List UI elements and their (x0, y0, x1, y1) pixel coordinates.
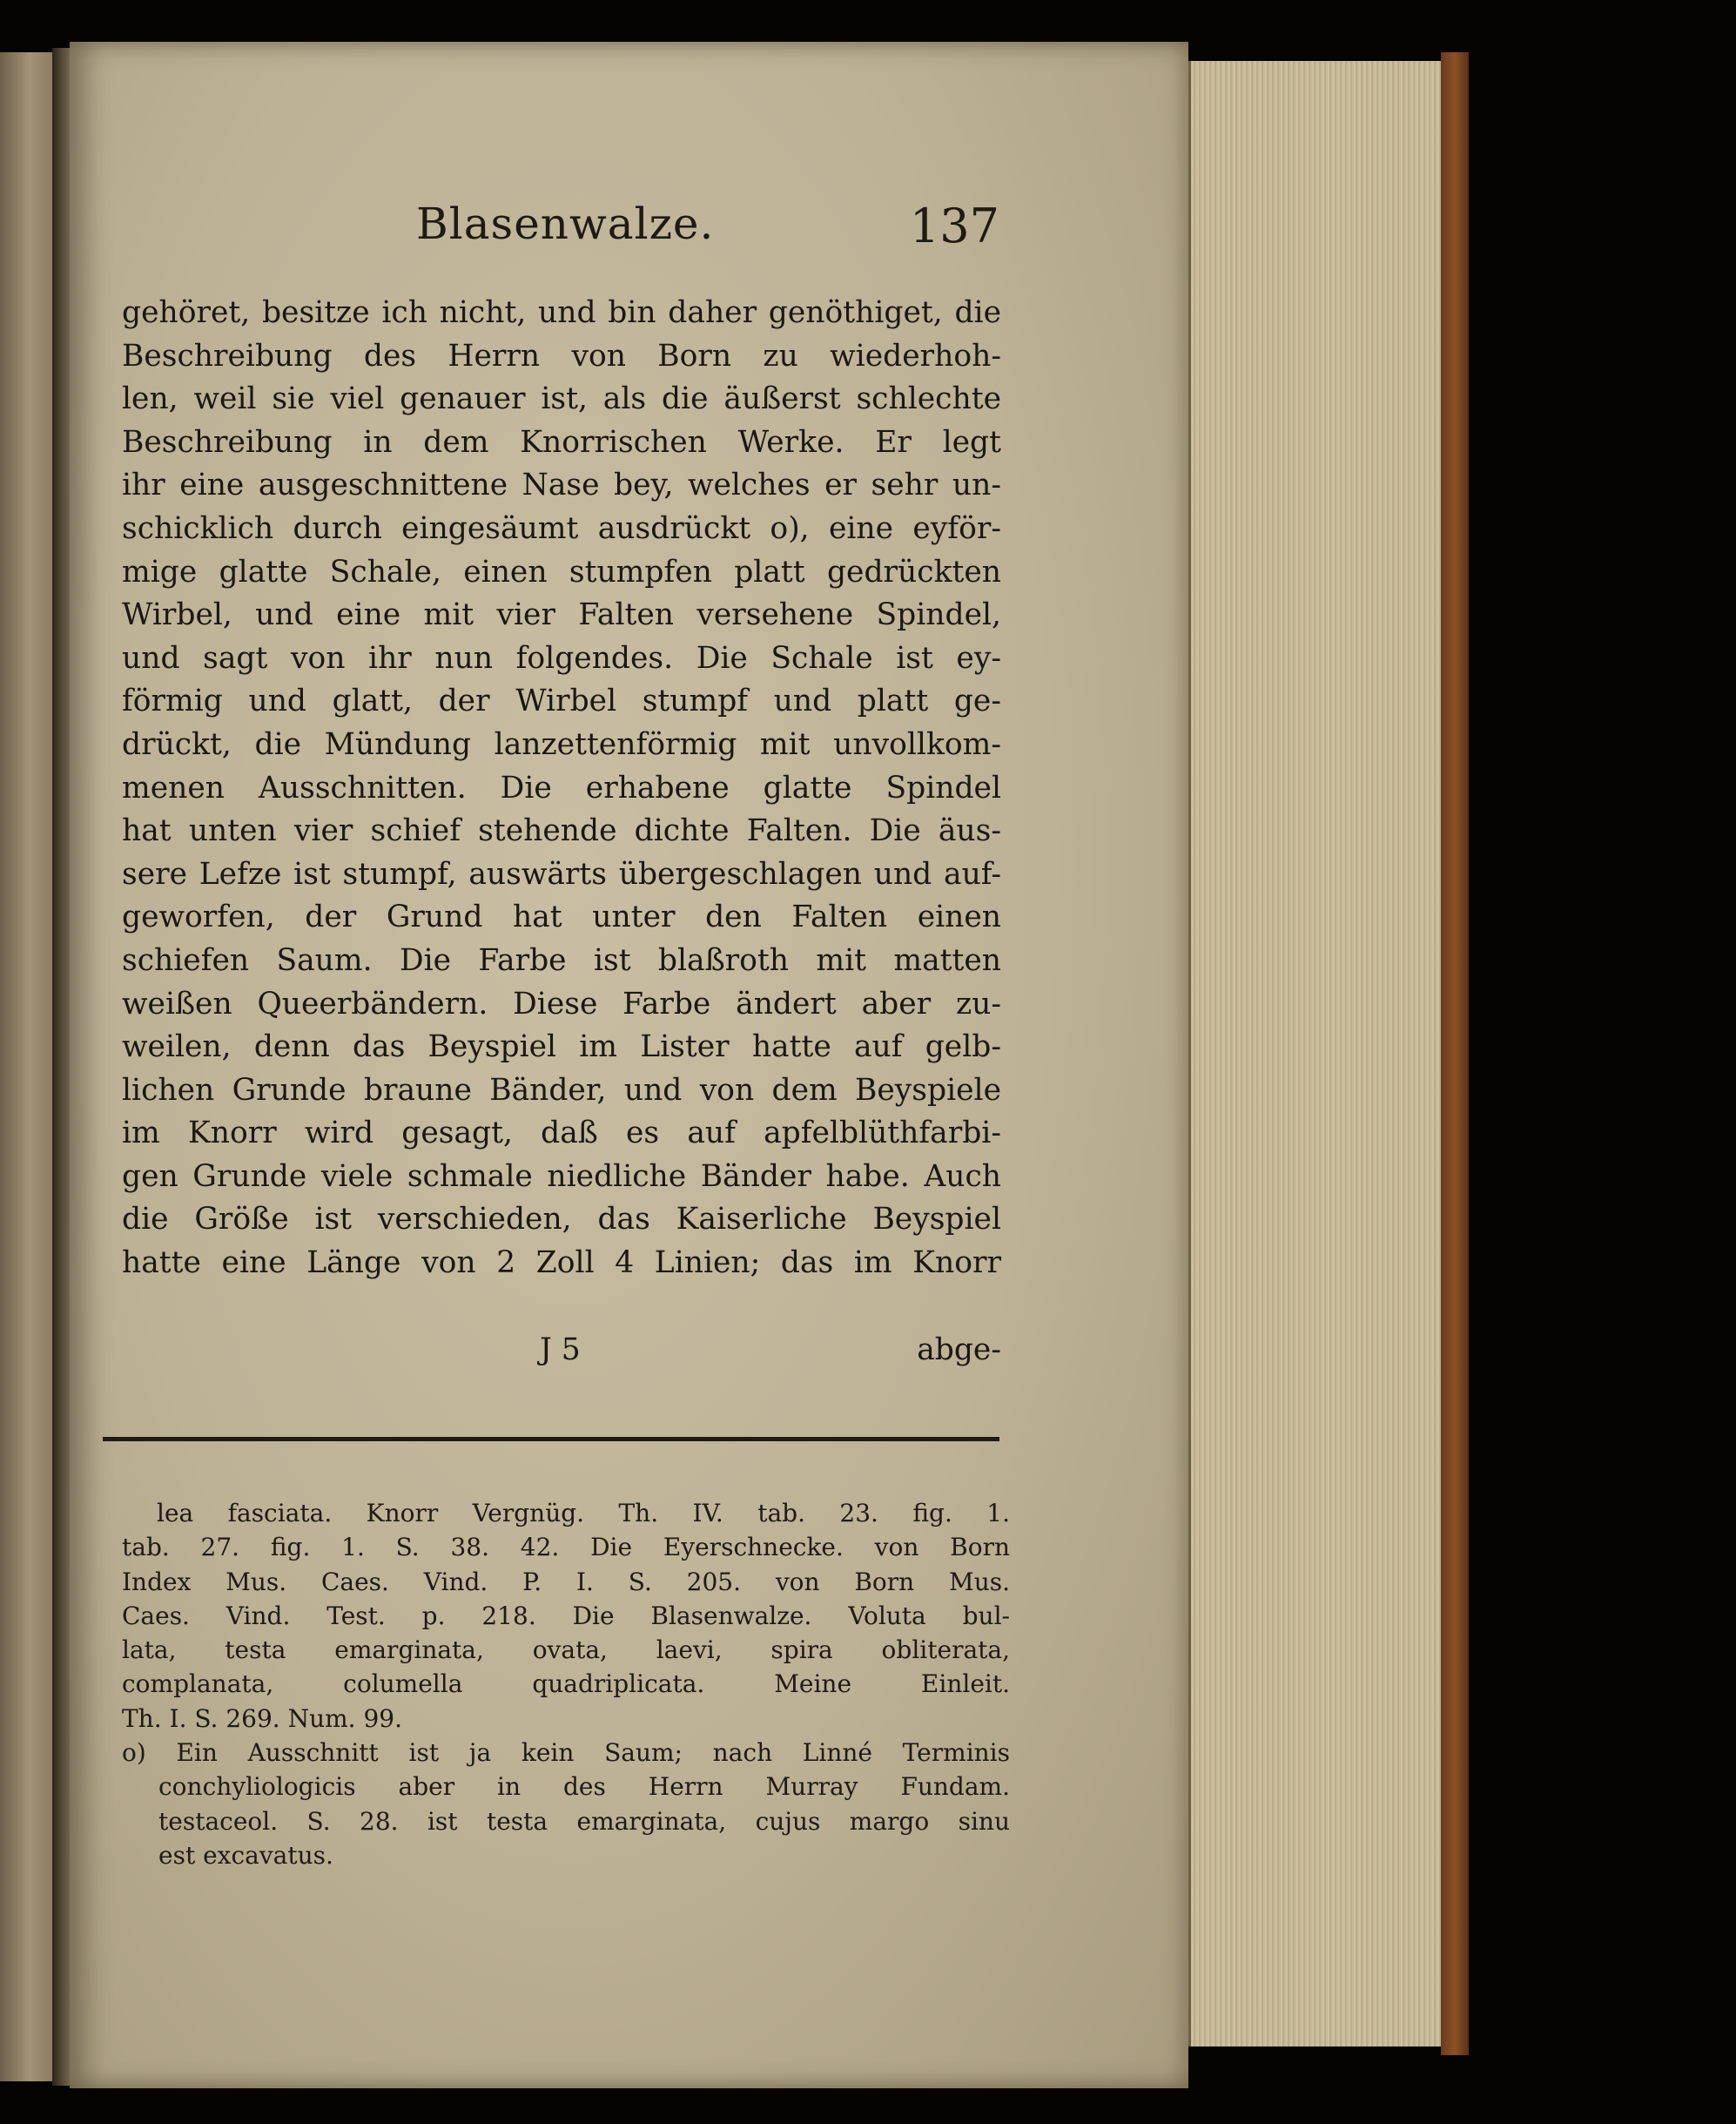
footnote-line: lea fasciata. Knorr Vergnüg. Th. IV. tab. 23. fig. 1. (157, 1499, 1010, 1527)
body-line: Beschreibung des Herrn von Born zu wiederhoh- (122, 338, 1001, 374)
body-line: lichen Grunde braune Bänder, und von dem Beyspiele (122, 1072, 1001, 1108)
footnotes (122, 1496, 1010, 1872)
footnote-line: testaceol. S. 28. ist testa emarginata, cujus margo sinu (158, 1806, 1010, 1836)
body-line: schicklich durch eingesäumt ausdrückt o), eine eyför- (122, 510, 1001, 546)
body-line: sere Lefze ist stumpf, auswärts übergeschlagen und auf- (122, 856, 1001, 892)
body-line: len, weil sie viel genauer ist, als die äußerst schlechte (122, 381, 1001, 417)
footnote-line: Th. I. S. 269. Num. 99. (122, 1703, 403, 1733)
body-line: weißen Queerbändern. Diese Farbe ändert aber zu- (122, 986, 1001, 1022)
book-gutter (52, 48, 71, 2086)
signature-line (122, 1332, 1001, 1376)
footnote-line: o) Ein Ausschnitt ist ja kein Saum; nach Linné Terminis (122, 1738, 1010, 1768)
body-line: und sagt von ihr nun folgendes. Die Schale ist ey- (122, 640, 1001, 676)
footnote-line: complanata, columella quadriplicata. Meine Einleit. (122, 1669, 1010, 1699)
footnote-line: est excavatus. (158, 1840, 333, 1870)
footnote-line: conchyliologicis aber in des Herrn Murray Fundam. (158, 1772, 1010, 1802)
body-line: gen Grunde viele schmale niedliche Bänder habe. Auch (122, 1158, 1001, 1194)
page-header (416, 199, 999, 277)
left-page-edge (0, 52, 56, 2081)
body-line: die Größe ist verschieden, das Kaiserliche Beyspiel (122, 1202, 1001, 1237)
scan-background (0, 2088, 1736, 2124)
footnote-line: Caes. Vind. Test. p. 218. Die Blasenwalze. Voluta bul- (122, 1601, 1010, 1630)
body-line: drückt, die Mündung lanzettenförmig mit unvollkom- (122, 726, 1001, 762)
body-line: weilen, denn das Beyspiel im Lister hatte auf gelb- (122, 1029, 1001, 1065)
footnote-line: lata, testa emarginata, ovata, laevi, spira obliterata, (122, 1635, 1010, 1665)
printer-signature: J 5 (540, 1332, 581, 1367)
body-line: gehöret, besitze ich nicht, und bin daher genöthiget, die (122, 295, 1001, 330)
body-line: hatte eine Länge von 2 Zoll 4 Linien; das im Knorr (122, 1245, 1001, 1281)
catchword: abge- (917, 1332, 1001, 1367)
body-line: Beschreibung in dem Knorrischen Werke. Er legt (122, 424, 1001, 460)
body-line: hat unten vier schief stehende dichte Falten. Die äus- (122, 813, 1001, 849)
book-cover-edge (1441, 52, 1469, 2055)
body-line: ihr eine ausgeschnittene Nase bey, welches er sehr un- (122, 468, 1001, 503)
footnote-line: tab. 27. fig. 1. S. 38. 42. Die Eyerschnecke. von Born (122, 1533, 1010, 1562)
footnote-line: Index Mus. Caes. Vind. P. I. S. 205. von Born Mus. (122, 1567, 1010, 1596)
body-line: im Knorr wird gesagt, daß es auf apfelblüthfarbi- (122, 1116, 1001, 1151)
body-line: schiefen Saum. Die Farbe ist blaßroth mit matten (122, 942, 1001, 978)
footnote-rule (103, 1437, 999, 1441)
body-line: geworfen, der Grund hat unter den Falten einen (122, 900, 1001, 935)
body-line: Wirbel, und eine mit vier Falten versehene Spindel, (122, 597, 1001, 633)
body-text (122, 292, 1001, 1285)
body-line: mige glatte Schale, einen stumpfen platt gedrückten (122, 554, 1001, 590)
running-title: Blasenwalze. (416, 199, 715, 249)
page-number: 137 (909, 199, 999, 253)
body-line: förmig und glatt, der Wirbel stumpf und platt ge- (122, 684, 1001, 719)
page-block-edges (1188, 61, 1443, 2046)
body-line: menen Ausschnitten. Die erhabene glatte Spindel (122, 770, 1001, 806)
